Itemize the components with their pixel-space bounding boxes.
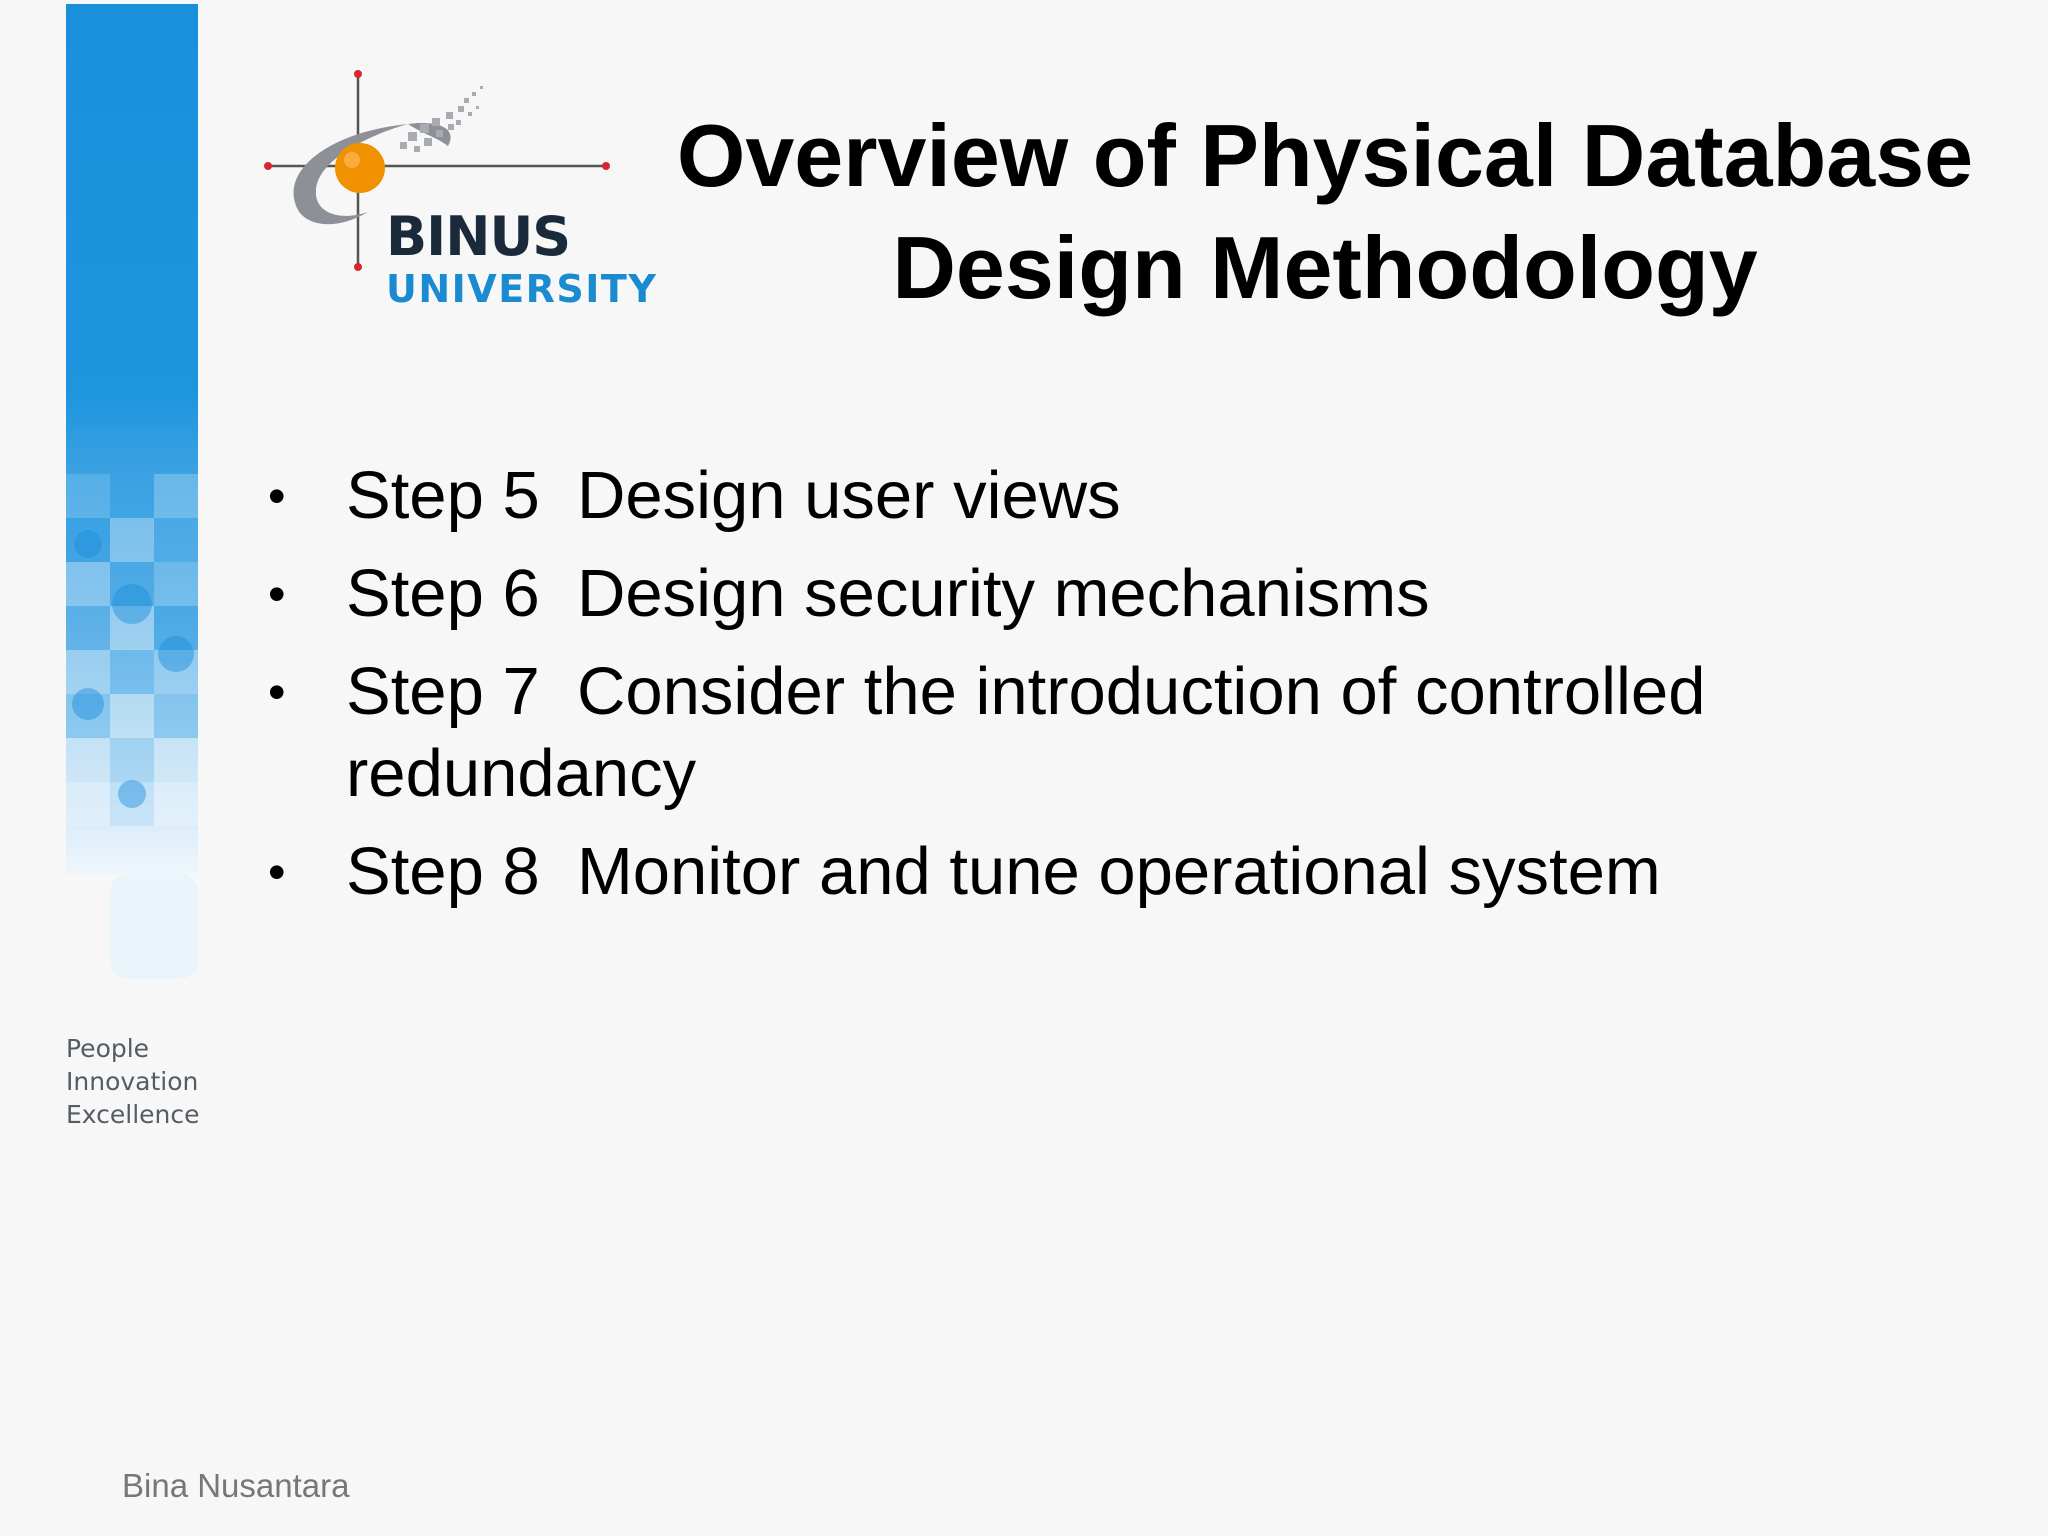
bullet-item [262, 455, 1962, 537]
bullet-text: Consider the introduction of controlled redundancy [346, 654, 1706, 811]
slide-title [640, 100, 2010, 324]
bullet-text: Design user views [576, 458, 1121, 533]
bullet-dot-icon: • [268, 566, 286, 622]
tagline-people: People [66, 1034, 150, 1063]
side-decorative-bar [66, 4, 198, 979]
logo-binus-text: BINUS [386, 205, 571, 268]
binus-university-logo [258, 62, 668, 322]
bullet-step-label: Step 5 [346, 458, 540, 533]
bullet-step-label: Step 8 [346, 834, 540, 909]
bullet-dot-icon: • [268, 844, 286, 900]
tagline-innovation: Innovation [66, 1067, 199, 1096]
bullet-item [262, 831, 1962, 913]
bullet-text: Design security mechanisms [576, 556, 1430, 631]
footer-text: Bina Nusantara [122, 1467, 350, 1504]
logo-university-text: UNIVERSITY [386, 267, 658, 311]
side-bar-graphic [66, 4, 198, 979]
bullet-step-label: Step 7 [346, 654, 540, 729]
bullet-list [262, 455, 1962, 929]
bullet-text: Monitor and tune operational system [576, 834, 1661, 909]
tagline-excellence: Excellence [66, 1100, 200, 1129]
bullet-step-label: Step 6 [346, 556, 540, 631]
bullet-dot-icon: • [268, 664, 286, 720]
slide-title-line2: Design Methodology [892, 218, 1758, 317]
bullet-item [262, 651, 1962, 815]
bullet-item [262, 553, 1962, 635]
tagline [66, 1032, 226, 1131]
bullet-dot-icon: • [268, 468, 286, 524]
slide-title-line1: Overview of Physical Database [676, 106, 1974, 205]
